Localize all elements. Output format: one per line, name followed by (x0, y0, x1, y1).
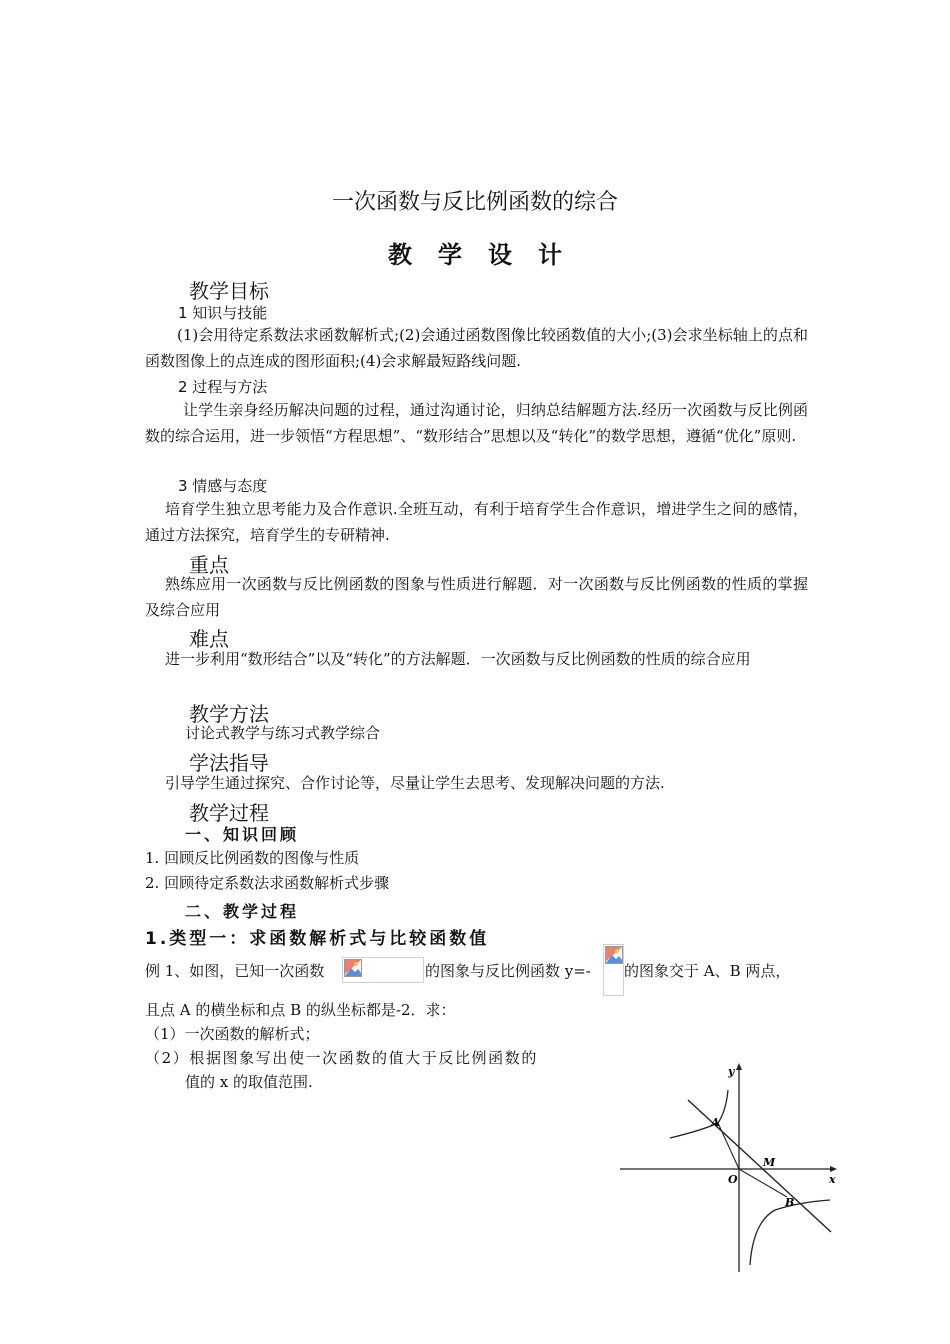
point-a-label: A (711, 1116, 720, 1129)
attitude-text: 培育学生独立思考能力及合作意识.全班互动，有利于培育学生合作意识，增进学生之间的感情，通过方法探究，培育学生的专研精神. (145, 500, 808, 544)
y-axis-label: y (728, 1065, 735, 1078)
x-axis-label: x (829, 1173, 836, 1186)
review-heading: 一、知识回顾 (185, 825, 300, 844)
key-points-heading: 重点 (189, 553, 229, 577)
key-points-text: 熟练应用一次函数与反比例函数的图象与性质进行解题．对一次函数与反比例函数的性质的掌握及综合应用 (145, 575, 808, 619)
process-method-text: 让学生亲身经历解决问题的过程，通过沟通讨论，归纳总结解题方法.经历一次函数与反比例函数的综合运用，进一步领悟“方程思想”、“数形结合”思想以及“转化”的数学思想，遵循“优化”原则. (145, 401, 808, 445)
point-m-label: M (763, 1156, 776, 1169)
difficulties-text: 进一步利用“数形结合”以及“转化”的方法解题．一次函数与反比例函数的性质的综合应用 (165, 650, 751, 668)
document-title: 一次函数与反比例函数的综合 (331, 190, 618, 215)
teaching-method-heading: 教学方法 (189, 702, 269, 726)
broken-image-icon (605, 946, 623, 964)
example-text-part3: 的图象交于 A、B 两点， (624, 962, 791, 980)
broken-image-icon (344, 959, 362, 977)
attitude-heading: 3 情感与态度 (178, 477, 268, 495)
segment-ob (739, 1169, 787, 1197)
teaching-method-text: 讨论式教学与练习式教学综合 (185, 724, 381, 742)
inverse-function-formula-image (603, 944, 624, 996)
example-text-part1: 例 1、如图，已知一次函数 (145, 962, 325, 980)
hyperbola-branch-upper (670, 1090, 728, 1138)
teaching-subheading: 二、教学过程 (185, 902, 300, 921)
teaching-process-heading: 教学过程 (189, 801, 269, 825)
example-text-line2: 且点 A 的横坐标和点 B 的纵坐标都是-2．求： (145, 1001, 456, 1019)
hyperbola-branch-lower (750, 1200, 830, 1265)
question-1: （1）一次函数的解析式； (145, 1025, 320, 1043)
type1-heading: 1.类型一：求函数解析式与比较函数值 (145, 929, 490, 949)
process-method-heading: 2 过程与方法 (178, 378, 268, 396)
study-guide-heading: 学法指导 (189, 751, 269, 775)
point-b-label: B (785, 1196, 795, 1209)
difficulties-heading: 难点 (189, 627, 229, 651)
knowledge-heading: 1 知识与技能 (178, 304, 268, 322)
origin-label: O (728, 1173, 738, 1186)
linear-function-line (688, 1100, 831, 1232)
document-subtitle: 教学设计 (388, 241, 588, 269)
question-2-line1: （2）根据图象写出使一次函数的值大于反比例函数的 (145, 1049, 538, 1067)
review-item-1: 1. 回顾反比例函数的图像与性质 (145, 849, 360, 867)
linear-function-formula-image (342, 957, 424, 983)
x-axis-arrow (830, 1166, 837, 1172)
study-guide-text: 引导学生通过探究、合作讨论等，尽量让学生去思考、发现解决问题的方法. (165, 774, 665, 792)
question-2-line2: 值的 x 的取值范围. (185, 1073, 313, 1091)
goals-heading: 教学目标 (189, 279, 269, 303)
function-graph-figure (615, 1060, 840, 1280)
knowledge-text: (1)会用待定系数法求函数解析式;(2)会通过函数图像比较函数值的大小;(3)会求坐标轴上的点和函数图像上的点连成的图形面积;(4)会求解最短路线问题. (145, 326, 808, 370)
y-axis-arrow (736, 1063, 742, 1070)
example-text-part2: 的图象与反比例函数 y=- (425, 962, 591, 980)
segment-oa (718, 1123, 739, 1169)
review-item-2: 2. 回顾待定系数法求函数解析式步骤 (145, 874, 390, 892)
